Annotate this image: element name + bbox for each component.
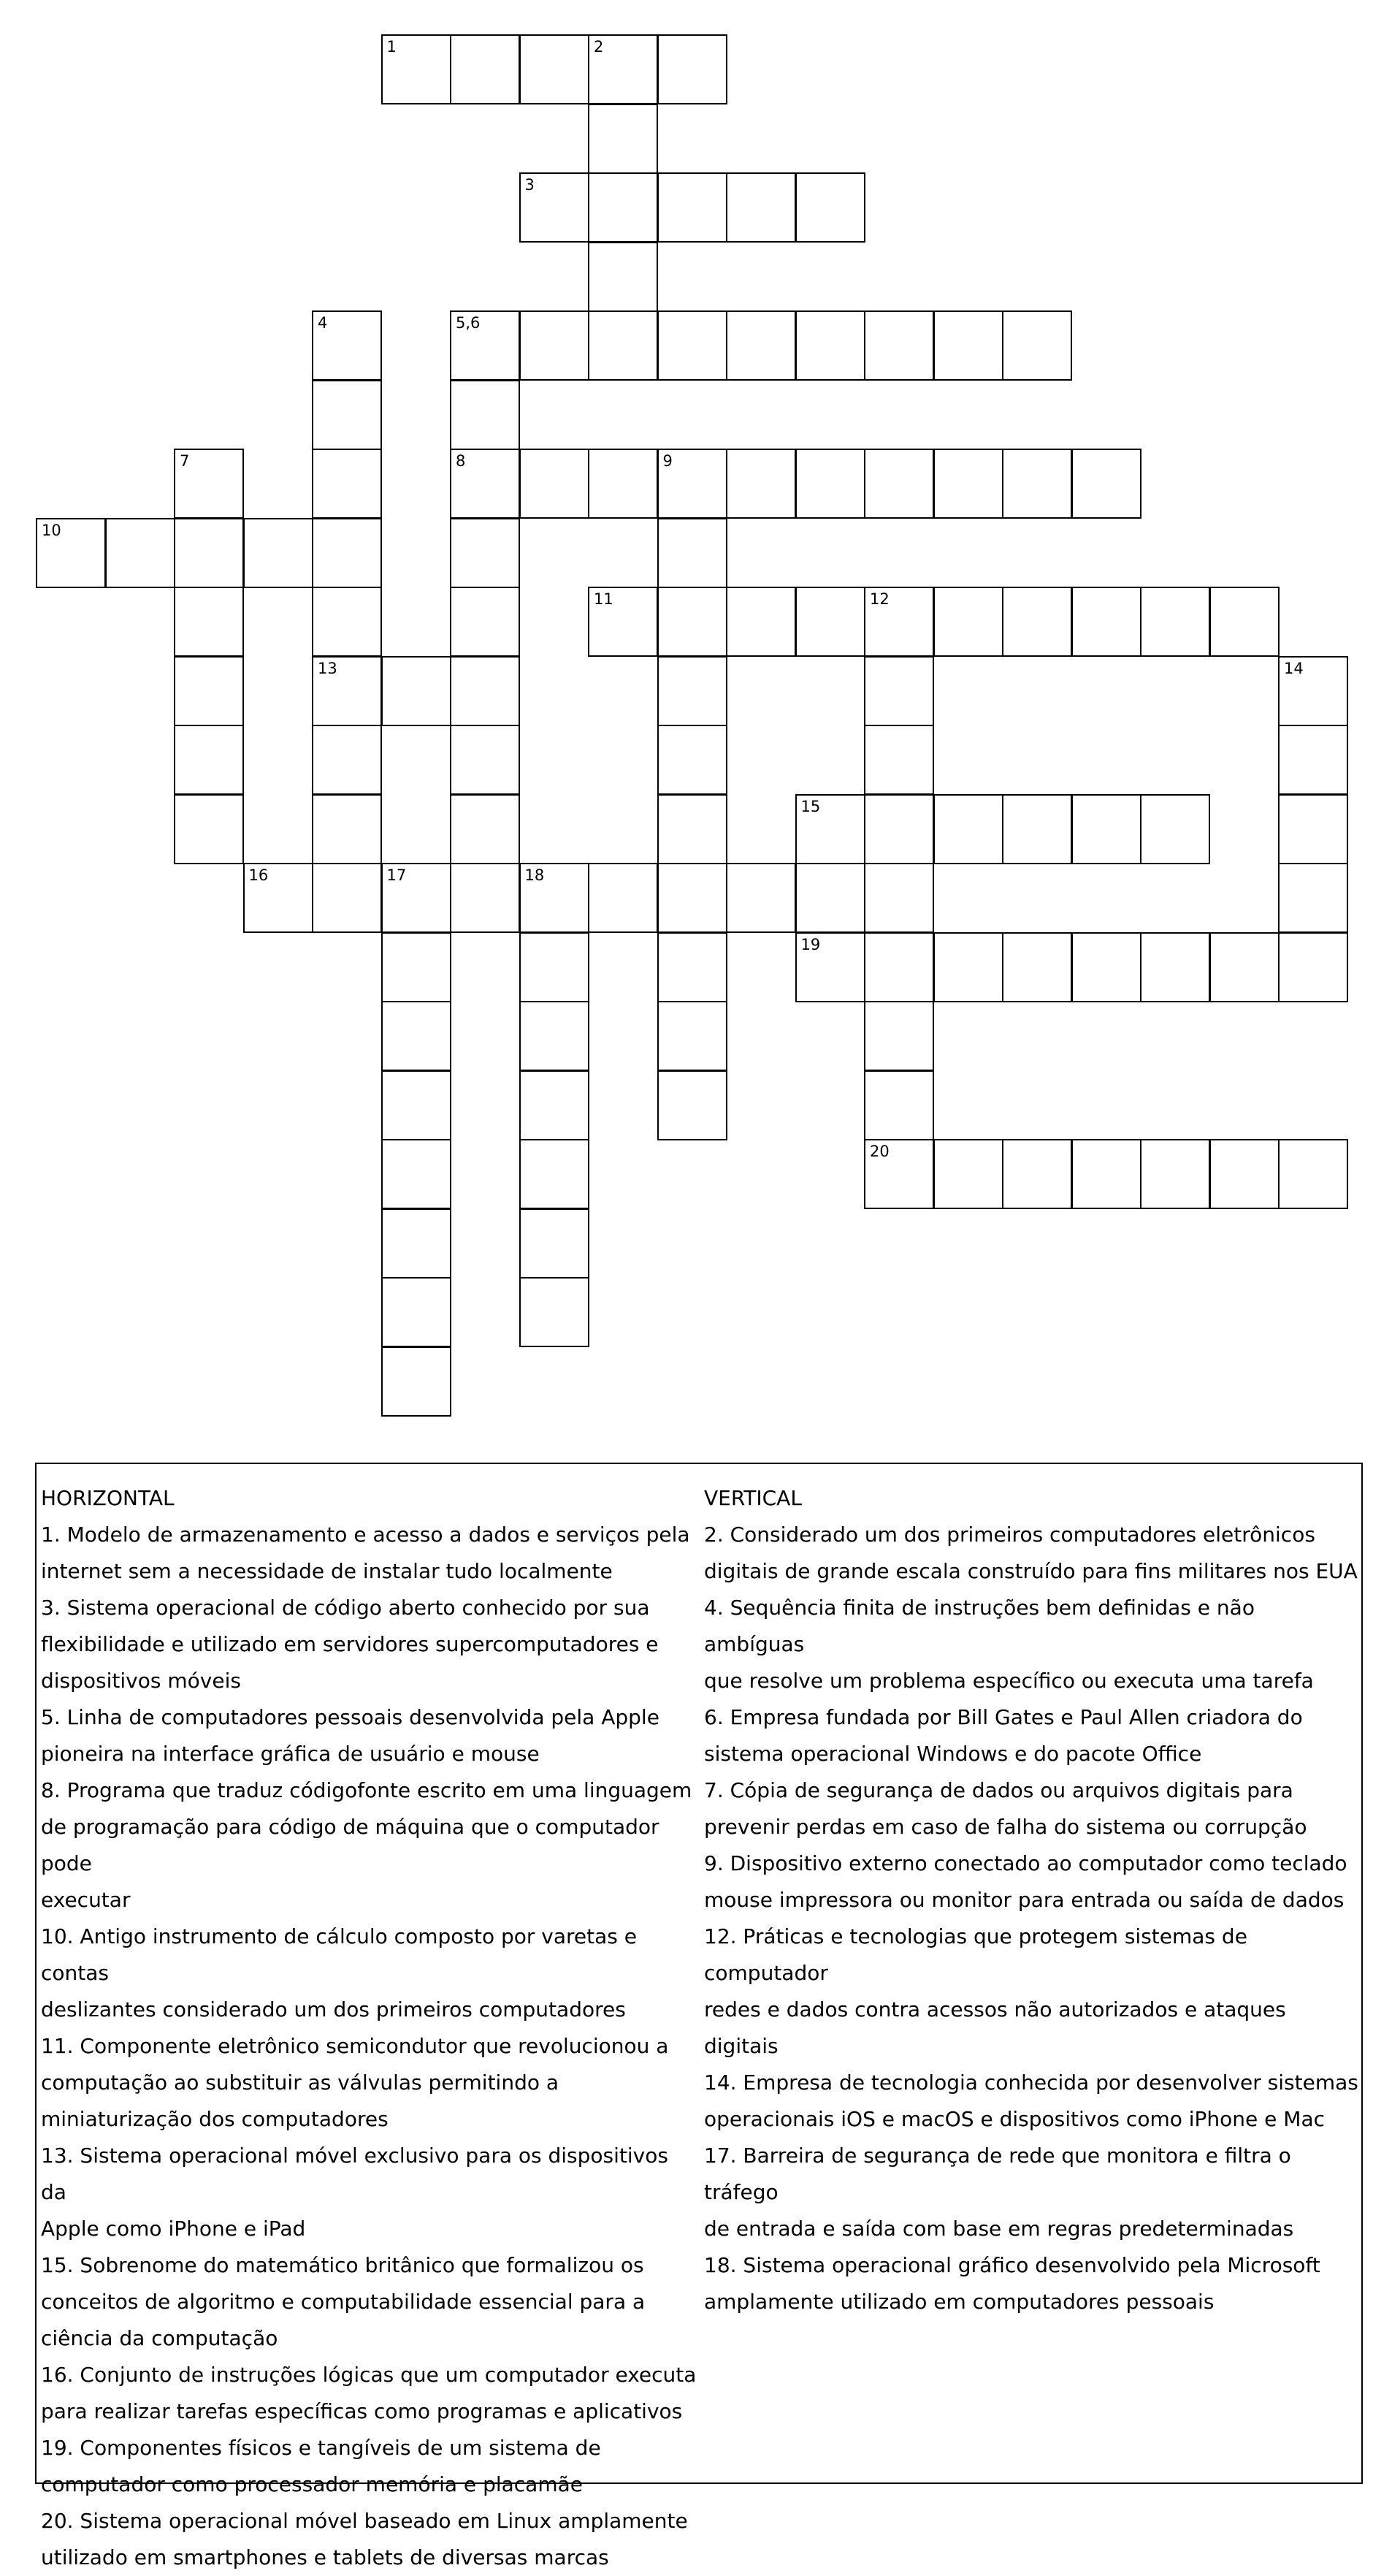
crossword-cell[interactable] [519,34,589,104]
crossword-cell[interactable] [657,725,727,795]
cell-number: 16 [248,866,269,884]
clue-line: 13. Sistema operacional móvel exclusivo para os dispositivos da [41,2144,668,2204]
crossword-cell[interactable] [381,1277,451,1347]
crossword-cell[interactable] [519,449,589,519]
crossword-cell[interactable] [381,863,451,933]
crossword-cell[interactable] [174,725,244,795]
crossword-cell[interactable] [381,34,451,104]
crossword-cell[interactable] [312,863,382,933]
crossword-cell[interactable] [243,518,313,588]
cell-number: 4 [318,314,328,332]
clue-line: pioneira na interface gráfica de usuário e mouse [41,1742,540,1766]
crossword-cell[interactable] [1278,794,1348,864]
crossword-cell[interactable] [726,863,796,933]
crossword-cell[interactable] [795,449,865,519]
clue-line: de programação para código de máquina que o computador pode [41,1815,659,1875]
crossword-cell[interactable] [588,242,658,312]
crossword-cell[interactable] [312,656,382,726]
crossword-cell[interactable] [657,587,727,657]
cell-number: 15 [800,797,821,815]
clue-line: 16. Conjunto de instruções lógicas que um computador executa [41,2363,697,2387]
clue-line: computador como processador memória e placamãe [41,2472,583,2496]
crossword-cell[interactable] [381,1139,451,1209]
clue-line: de entrada e saída com base em regras predeterminadas [704,2217,1294,2241]
crossword-cell[interactable] [1002,1139,1072,1209]
clue-line: utilizado em smartphones e tablets de diversas marcas [41,2545,609,2569]
crossword-cell[interactable] [795,863,865,933]
crossword-cell[interactable] [1278,656,1348,726]
crossword-cell[interactable] [1002,794,1072,864]
crossword-cell[interactable] [519,932,589,1002]
crossword-cell[interactable] [864,1070,934,1140]
crossword-cell[interactable] [312,518,382,588]
crossword-cell[interactable] [933,587,1003,657]
crossword-cell[interactable] [519,1208,589,1279]
crossword-cell[interactable] [450,518,520,588]
cell-number: 19 [800,935,821,953]
crossword-cell[interactable] [1071,932,1141,1002]
crossword-cell[interactable] [450,310,520,381]
crossword-cell[interactable] [1278,725,1348,795]
crossword-cell[interactable] [726,587,796,657]
clue-line: 7. Cópia de segurança de dados ou arquivos digitais para [704,1778,1293,1802]
crossword-cell[interactable] [588,34,658,104]
crossword-cell[interactable] [588,310,658,381]
clue-line: sistema operacional Windows e do pacote Office [704,1742,1202,1766]
crossword-cell[interactable] [519,1070,589,1140]
crossword-cell[interactable] [519,863,589,933]
cell-number: 11 [594,590,613,608]
vertical-clue-list [704,1517,1361,2320]
clue-line: 11. Componente eletrônico semicondutor que revolucionou a [41,2034,669,2058]
horizontal-clue-list [41,1517,698,2576]
vertical-heading: VERTICAL [704,1486,802,1510]
crossword-cell[interactable] [1140,932,1210,1002]
clue-line: mouse impressora ou monitor para entrada ou saída de dados [704,1888,1345,1912]
clue-line: 4. Sequência finita de instruções bem definidas e não ambíguas [704,1596,1255,1656]
cell-number: 8 [456,452,466,470]
crossword-cell[interactable] [519,310,589,381]
crossword-cell[interactable] [657,310,727,381]
crossword-cell[interactable] [726,310,796,381]
crossword-cell[interactable] [864,794,934,864]
crossword-cell[interactable] [864,310,934,381]
horizontal-heading: HORIZONTAL [41,1486,175,1510]
clue-line: 3. Sistema operacional de código aberto conhecido por sua [41,1596,650,1620]
crossword-cell[interactable] [312,310,382,381]
crossword-cell[interactable] [933,449,1003,519]
cell-number: 13 [318,659,337,677]
crossword-cell[interactable] [657,932,727,1002]
clue-line: 19. Componentes físicos e tangíveis de um sistema de [41,2436,601,2460]
crossword-cell[interactable] [1209,1139,1280,1209]
crossword-cell[interactable] [1002,587,1072,657]
clue-line: que resolve um problema específico ou executa uma tarefa [704,1669,1314,1693]
clue-line: internet sem a necessidade de instalar tudo localmente [41,1559,613,1583]
crossword-cell[interactable] [657,656,727,726]
crossword-cell[interactable] [864,932,934,1002]
clue-line: 5. Linha de computadores pessoais desenvolvida pela Apple [41,1705,659,1729]
cell-number: 14 [1284,659,1304,677]
clue-line: 2. Considerado um dos primeiros computadores eletrônicos [704,1523,1315,1547]
clue-line: ciência da computação [41,2326,278,2350]
crossword-cell[interactable] [864,1001,934,1071]
crossword-cell[interactable] [312,380,382,450]
crossword-cell[interactable] [1140,1139,1210,1209]
clue-line: 18. Sistema operacional gráfico desenvolvido pela Microsoft [704,2253,1320,2277]
crossword-cell[interactable] [519,172,589,243]
crossword-cell[interactable] [243,863,313,933]
crossword-cell[interactable] [1278,1139,1348,1209]
clue-line: para realizar tarefas específicas como programas e aplicativos [41,2399,683,2423]
crossword-cell[interactable] [450,449,520,519]
crossword-cell[interactable] [312,449,382,519]
crossword-cell[interactable] [1209,587,1280,657]
horizontal-clues-column [41,1480,698,2576]
crossword-cell[interactable] [450,34,520,104]
crossword-cell[interactable] [519,1139,589,1209]
crossword-cell[interactable] [657,794,727,864]
clue-line: computação ao substituir as válvulas permitindo a [41,2070,559,2095]
crossword-cell[interactable] [795,932,865,1002]
crossword-cell[interactable] [864,449,934,519]
clue-line: 14. Empresa de tecnologia conhecida por desenvolver sistemas [704,2070,1358,2095]
clue-line: Apple como iPhone e iPad [41,2217,306,2241]
crossword-cell[interactable] [312,794,382,864]
crossword-cell[interactable] [864,863,934,933]
clue-line: flexibilidade e utilizado em servidores supercomputadores e [41,1632,659,1656]
crossword-cell[interactable] [312,725,382,795]
crossword-cell[interactable] [381,1208,451,1279]
cell-number: 9 [662,452,673,470]
crossword-cell[interactable] [450,587,520,657]
crossword-cell[interactable] [174,656,244,726]
clue-line: 1. Modelo de armazenamento e acesso a dados e serviços pela [41,1523,690,1547]
crossword-cell[interactable] [588,863,658,933]
crossword-cell[interactable] [1209,932,1280,1002]
clue-line: 20. Sistema operacional móvel baseado em Linux amplamente [41,2509,688,2533]
crossword-cell[interactable] [795,587,865,657]
crossword-cell[interactable] [795,310,865,381]
crossword-cell[interactable] [1140,794,1210,864]
crossword-cell[interactable] [588,449,658,519]
crossword-cell[interactable] [1278,932,1348,1002]
crossword-cell[interactable] [450,656,520,726]
clue-line: miniaturização dos computadores [41,2107,389,2131]
crossword-cell[interactable] [36,518,106,588]
clue-line: conceitos de algoritmo e computabilidade essencial para a [41,2290,646,2314]
crossword-cell[interactable] [450,725,520,795]
cell-number: 5,6 [456,314,481,332]
crossword-cell[interactable] [726,449,796,519]
crossword-cell[interactable] [381,1070,451,1140]
clues-box [35,1463,1363,2569]
crossword-cell[interactable] [657,449,727,519]
crossword-cell[interactable] [450,863,520,933]
crossword-cell[interactable] [726,172,796,243]
clue-line: digitais de grande escala construído para fins militares nos EUA [704,1559,1358,1583]
crossword-cell[interactable] [381,1001,451,1071]
clue-line: redes e dados contra acessos não autorizados e ataques digitais [704,1997,1286,2058]
clue-line: amplamente utilizado em computadores pessoais [704,2290,1215,2314]
crossword-cell[interactable] [174,587,244,657]
crossword-cell[interactable] [1002,310,1072,381]
clue-line: 10. Antigo instrumento de cálculo composto por varetas e contas [41,1924,638,1985]
crossword-cell[interactable] [864,587,934,657]
crossword-cell[interactable] [1071,794,1141,864]
crossword-cell[interactable] [1002,449,1072,519]
clue-line: 6. Empresa fundada por Bill Gates e Paul Allen criadora do [704,1705,1303,1729]
cell-number: 10 [42,521,61,539]
crossword-cell[interactable] [933,794,1003,864]
crossword-cell[interactable] [657,863,727,933]
clue-line: 12. Práticas e tecnologias que protegem sistemas de computador [704,1924,1247,1985]
cell-number: 17 [386,866,407,884]
crossword-cell[interactable] [105,518,175,588]
cell-number: 1 [386,38,397,56]
crossword-cell[interactable] [174,449,244,519]
crossword-cell[interactable] [795,172,865,243]
cell-number: 2 [594,38,604,56]
crossword-cell[interactable] [933,932,1003,1002]
crossword-cell[interactable] [381,1346,451,1417]
crossword-cell[interactable] [864,656,934,726]
clue-line: 17. Barreira de segurança de rede que monitora e filtra o tráfego [704,2144,1291,2204]
crossword-cell[interactable] [657,172,727,243]
crossword-cell[interactable] [519,1001,589,1071]
crossword-cell[interactable] [588,587,658,657]
cell-number: 7 [180,452,190,470]
crossword-cell[interactable] [795,794,865,864]
crossword-cell[interactable] [1071,449,1141,519]
crossword-cell[interactable] [864,1139,934,1209]
crossword-cell[interactable] [519,1277,589,1347]
crossword-cell[interactable] [1278,863,1348,933]
clue-line: 15. Sobrenome do matemático britânico que formalizou os [41,2253,644,2277]
crossword-cell[interactable] [933,1139,1003,1209]
cell-number: 18 [524,866,545,884]
crossword-cell[interactable] [1071,1139,1141,1209]
crossword-cell[interactable] [657,1001,727,1071]
crossword-cell[interactable] [864,725,934,795]
crossword-cell[interactable] [312,587,382,657]
crossword-cell[interactable] [174,518,244,588]
crossword-cell[interactable] [657,1070,727,1140]
clue-line: executar [41,1888,131,1912]
crossword-cell[interactable] [450,794,520,864]
vertical-clues-column [704,1480,1361,2320]
cell-number: 20 [870,1143,890,1160]
clue-line: 8. Programa que traduz códigofonte escrito em uma linguagem [41,1778,692,1802]
clue-line: prevenir perdas em caso de falha do sistema ou corrupção [704,1815,1307,1839]
crossword-cell[interactable] [381,932,451,1002]
crossword-cell[interactable] [933,310,1003,381]
clue-line: deslizantes considerado um dos primeiros computadores [41,1997,626,2021]
clue-line: operacionais iOS e macOS e dispositivos como iPhone e Mac [704,2107,1326,2131]
crossword-cell[interactable] [381,656,451,726]
crossword-cell[interactable] [657,518,727,588]
crossword-cell[interactable] [174,794,244,864]
cell-number: 3 [524,176,535,194]
crossword-cell[interactable] [1071,587,1141,657]
cell-number: 12 [870,590,890,608]
crossword-cell[interactable] [657,34,727,104]
clue-line: 9. Dispositivo externo conectado ao computador como teclado [704,1851,1347,1875]
crossword-cell[interactable] [1140,587,1210,657]
crossword-cell[interactable] [1002,932,1072,1002]
crossword-cell[interactable] [588,104,658,174]
crossword-cell[interactable] [588,172,658,243]
crossword-cell[interactable] [450,380,520,450]
clue-line: dispositivos móveis [41,1669,241,1693]
